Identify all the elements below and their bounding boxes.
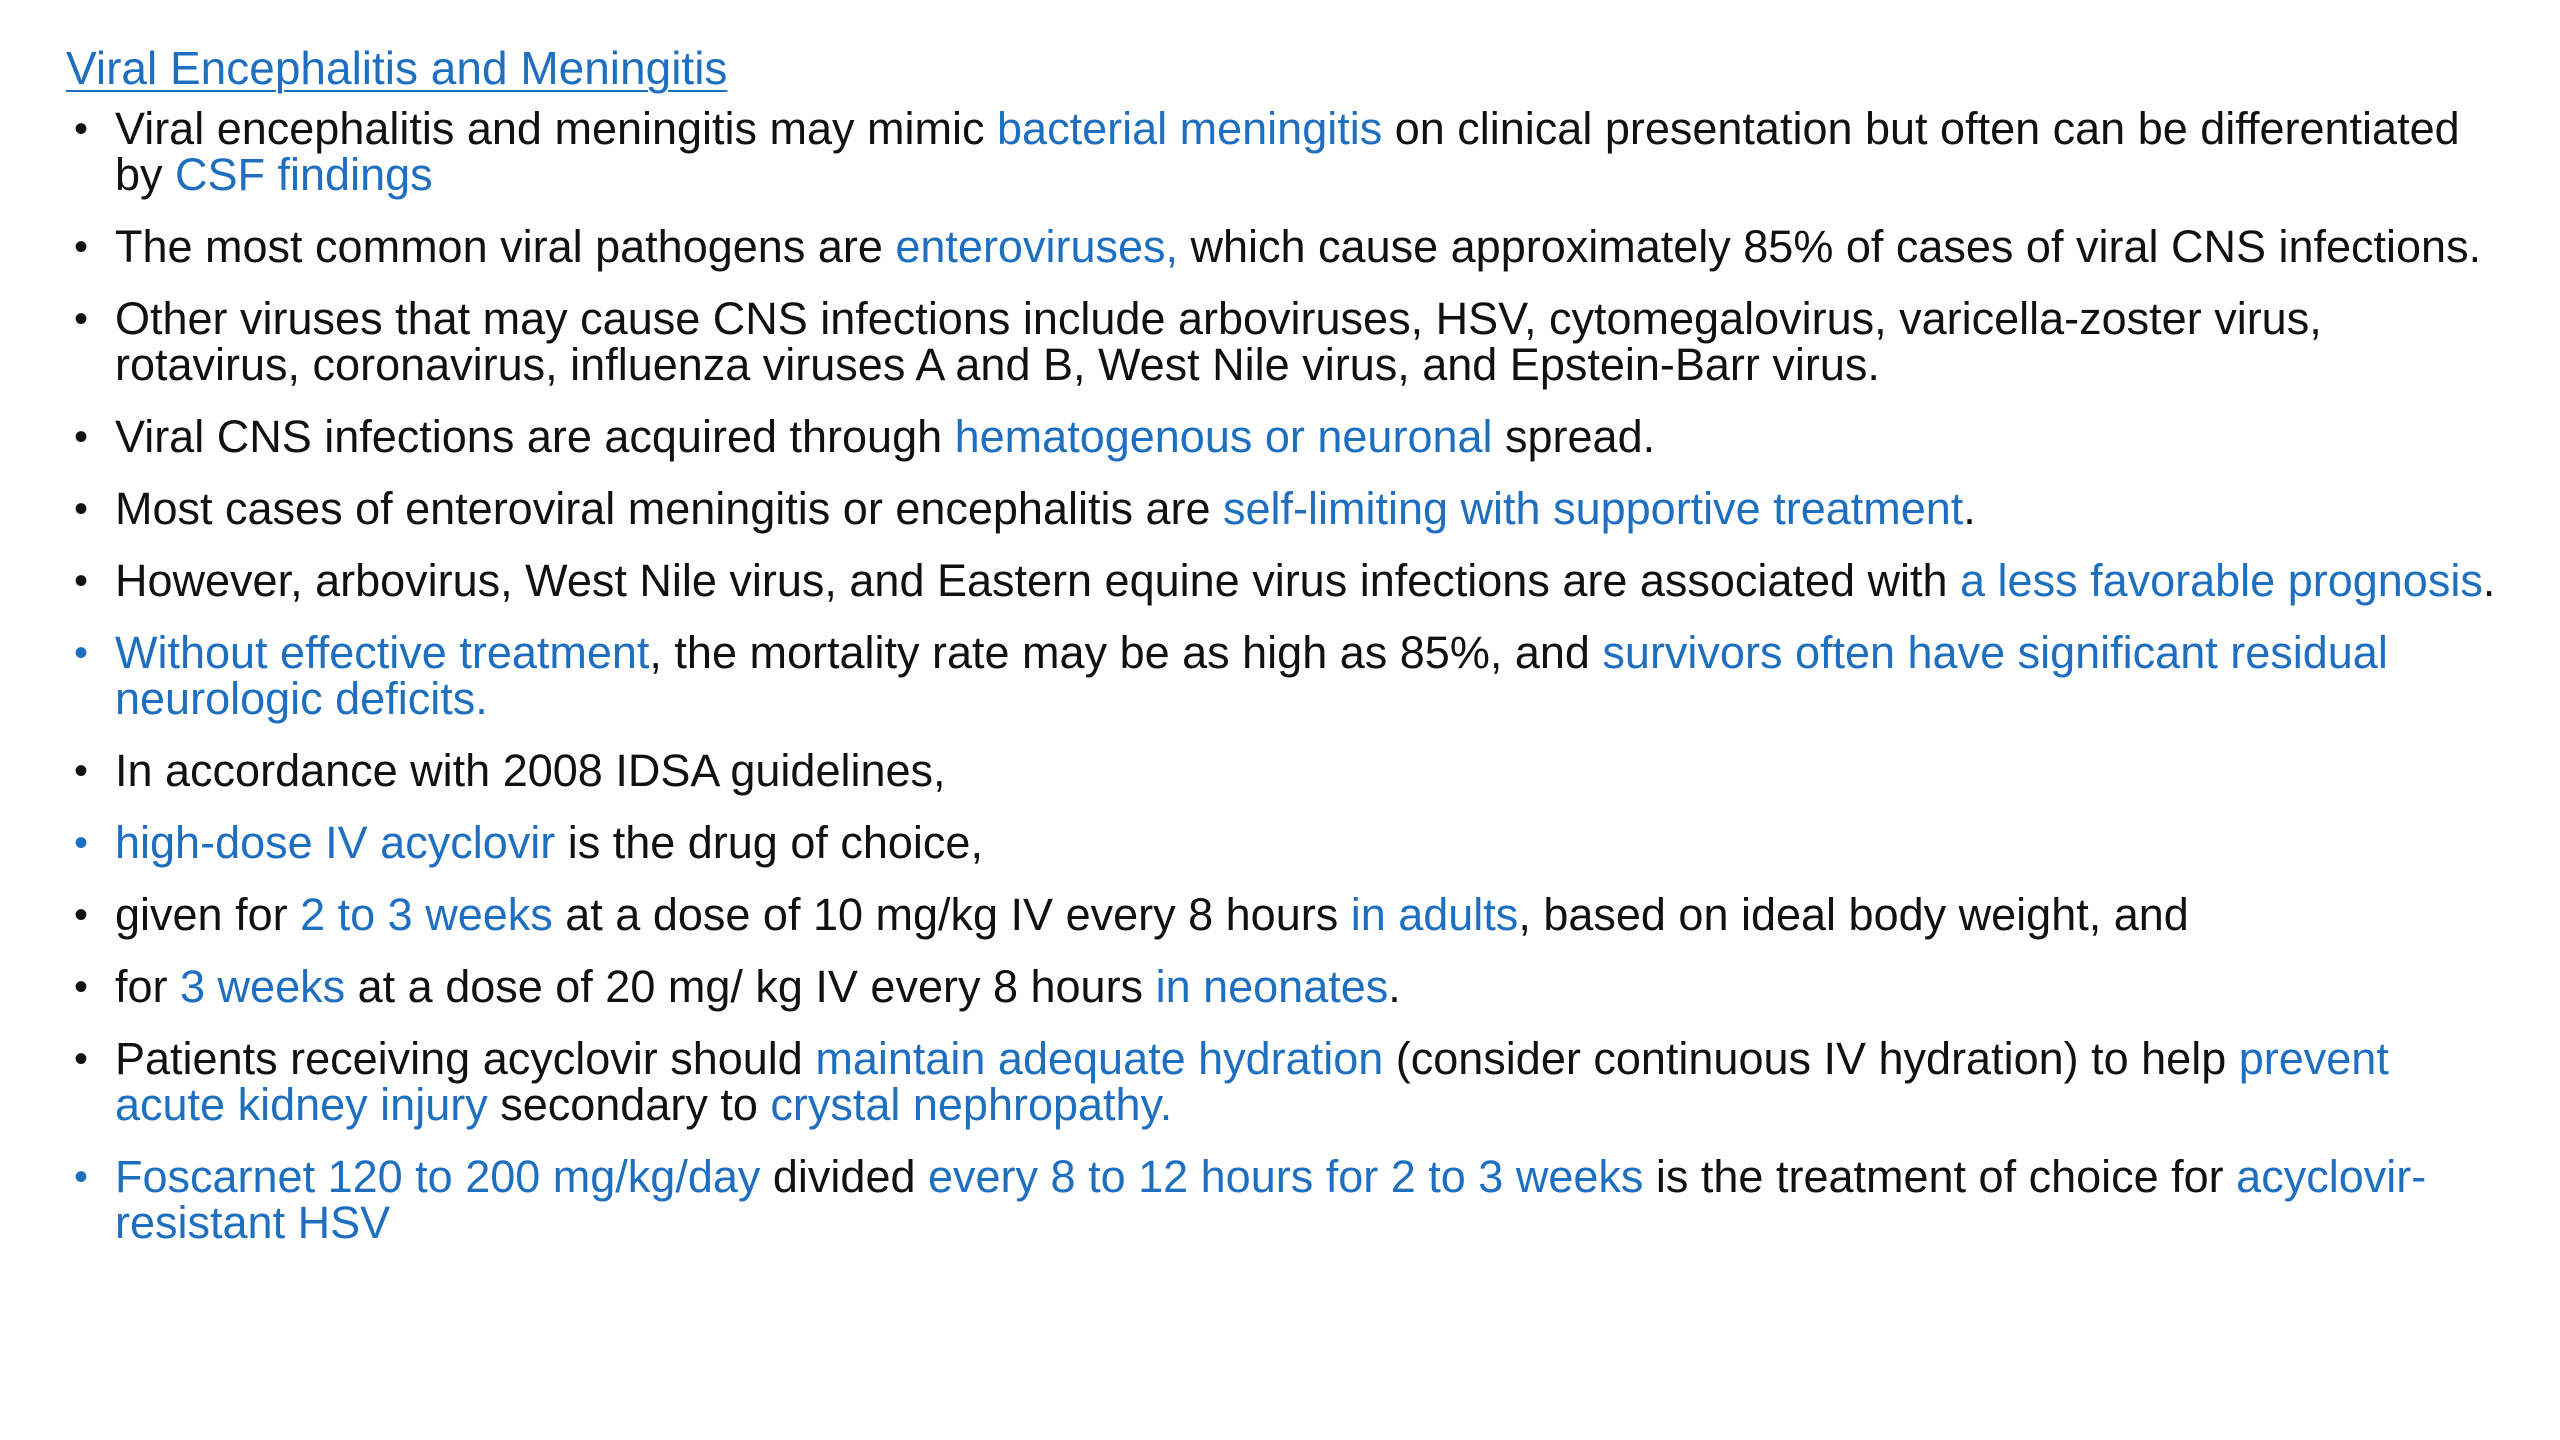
bullet-dot-icon: • <box>73 415 88 459</box>
highlighted-text: Without effective treatment <box>115 627 650 678</box>
bullet-item <box>66 411 2506 462</box>
bullet-item <box>66 555 2506 606</box>
bullet-text: , the mortality rate may be as high as 85%, and <box>649 627 1603 678</box>
bullet-dot-icon: • <box>73 893 88 937</box>
bullet-text: is the drug of choice, <box>555 817 983 868</box>
highlighted-text: 2 to 3 weeks <box>300 889 553 940</box>
bullet-dot-icon: • <box>73 1155 88 1199</box>
bullet-dot-icon: • <box>73 965 88 1009</box>
bullet-text: . <box>1388 961 1401 1012</box>
bullet-text: which cause approximately 85% of cases of viral CNS infections. <box>1178 221 2482 272</box>
bullet-text: , based on ideal body weight, and <box>1518 889 2189 940</box>
bullet-dot-icon: • <box>73 1037 88 1081</box>
bullet-dot-icon: • <box>73 749 88 793</box>
bullet-text: Viral encephalitis and meningitis may mimic <box>115 103 998 154</box>
bullet-item <box>66 961 2506 1012</box>
bullet-item <box>66 627 2506 724</box>
bullet-item <box>66 889 2506 940</box>
bullet-text: However, arbovirus, West Nile virus, and Eastern equine virus infections are associated with <box>115 555 1961 606</box>
highlighted-text: acyclovir-resistant HSV <box>115 1151 2427 1248</box>
bullet-text: Patients receiving acyclovir should <box>115 1033 816 1084</box>
bullet-dot-icon: • <box>73 487 88 531</box>
bullet-item <box>66 1033 2506 1130</box>
bullet-dot-icon: • <box>73 225 88 269</box>
highlighted-text: hematogenous or neuronal <box>954 411 1493 462</box>
highlighted-text: prevent acute kidney injury <box>115 1033 2389 1130</box>
bullet-list <box>66 103 2506 1248</box>
highlighted-text: crystal nephropathy. <box>770 1079 1173 1130</box>
highlighted-text: survivors often have significant residual neurologic deficits. <box>115 627 2388 724</box>
highlighted-text: bacterial meningitis <box>997 103 1383 154</box>
bullet-text: Viral CNS infections are acquired through <box>115 411 955 462</box>
bullet-item <box>66 103 2506 200</box>
bullet-item <box>66 483 2506 534</box>
bullet-text: . <box>2482 555 2496 606</box>
highlighted-text: CSF findings <box>175 149 433 200</box>
bullet-dot-icon: • <box>73 821 88 865</box>
highlighted-text: Foscarnet 120 to 200 mg/kg/day <box>115 1151 761 1202</box>
bullet-item <box>66 745 2506 796</box>
bullet-text: Other viruses that may cause CNS infections include arboviruses, HSV, cytomegalovirus, varicella-zoster virus, rotavirus, coronavirus, influenza viruses A and B, West Nile virus, and Epstein-Barr virus. <box>115 293 2322 390</box>
bullet-text: is the treatment of choice for <box>1643 1151 2237 1202</box>
bullet-text: divided <box>760 1151 928 1202</box>
slide-title[interactable]: Viral Encephalitis and Meningitis <box>66 42 728 94</box>
bullet-dot-icon: • <box>73 631 88 675</box>
bullet-text: for <box>115 961 181 1012</box>
highlighted-text: maintain adequate hydration <box>815 1033 1384 1084</box>
highlighted-text: high-dose IV acyclovir <box>115 817 556 868</box>
highlighted-text: in neonates <box>1155 961 1389 1012</box>
highlighted-text: self-limiting with supportive treatment <box>1223 483 1964 534</box>
bullet-text: spread. <box>1492 411 1656 462</box>
bullet-text: at a dose of 20 mg/ kg IV every 8 hours <box>345 961 1156 1012</box>
bullet-text: given for <box>115 889 301 940</box>
bullet-item <box>66 293 2506 390</box>
highlighted-text: a less favorable prognosis <box>1960 555 2483 606</box>
bullet-item <box>66 1151 2506 1248</box>
bullet-text: (consider continuous IV hydration) to help <box>1383 1033 2239 1084</box>
bullet-text: Most cases of enteroviral meningitis or encephalitis are <box>115 483 1224 534</box>
bullet-text: In accordance with 2008 IDSA guidelines, <box>115 745 946 796</box>
bullet-item <box>66 221 2506 272</box>
bullet-text: The most common viral pathogens are <box>115 221 896 272</box>
highlighted-text: every 8 to 12 hours for 2 to 3 weeks <box>928 1151 1644 1202</box>
bullet-dot-icon: • <box>73 297 88 341</box>
bullet-dot-icon: • <box>73 559 88 603</box>
highlighted-text: enteroviruses, <box>895 221 1178 272</box>
bullet-dot-icon: • <box>73 107 88 151</box>
bullet-text: . <box>1963 483 1976 534</box>
bullet-text: secondary to <box>487 1079 771 1130</box>
highlighted-text: in adults <box>1350 889 1519 940</box>
bullet-item <box>66 817 2506 868</box>
bullet-text: at a dose of 10 mg/kg IV every 8 hours <box>552 889 1351 940</box>
bullet-text: on clinical presentation but often can be differentiated by <box>115 103 2460 200</box>
highlighted-text: 3 weeks <box>180 961 346 1012</box>
